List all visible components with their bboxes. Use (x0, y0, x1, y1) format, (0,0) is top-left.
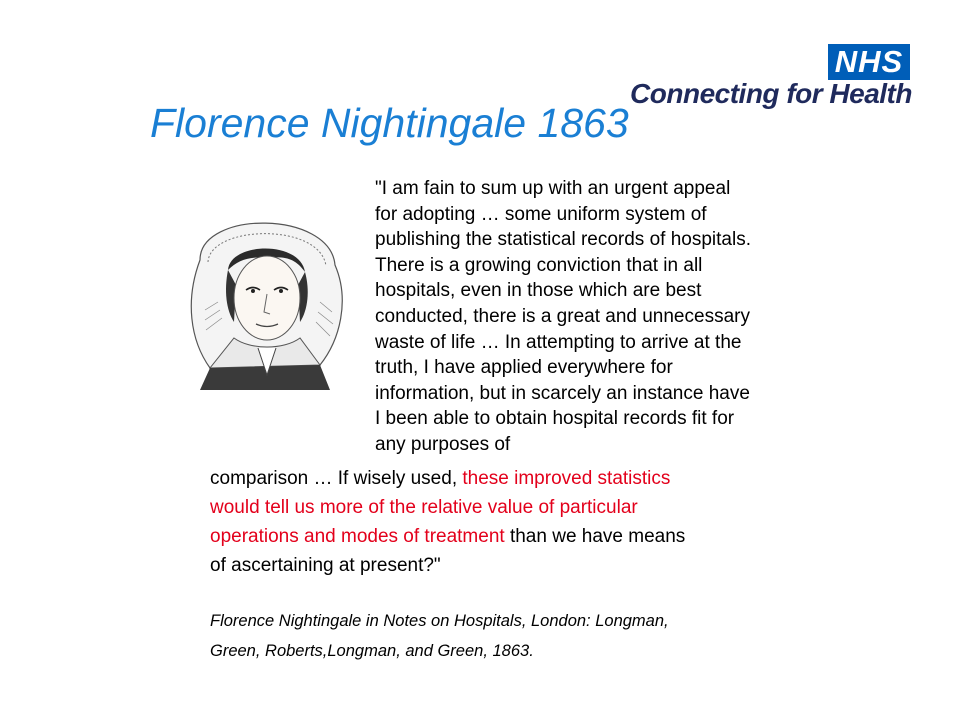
citation-line: Florence Nightingale in Notes on Hospitals, London: Longman, (210, 612, 669, 630)
quote-highlight: operations and modes of treatment (210, 526, 505, 547)
quote-line: waste of life … In attempting to arrive at the (375, 331, 742, 353)
quote-text: comparison … If wisely used, (210, 468, 463, 489)
quote-line: hospitals, even in those which are best (375, 280, 702, 302)
citation-line: Green, Roberts,Longman, and Green, 1863. (210, 642, 534, 660)
quote-line: information, but in scarcely an instance have (375, 382, 750, 404)
quote-line (210, 464, 850, 493)
nhs-logo (630, 44, 920, 114)
nhs-logo-tagline: Connecting for Health (630, 78, 912, 109)
quote-highlight: would tell us more of the relative value of particular (210, 497, 638, 518)
quote-highlight: these improved statistics (462, 468, 671, 489)
quote-line: conducted, there is a great and unnecessary (375, 305, 750, 327)
citation (210, 606, 850, 666)
quote-text: than we have means (504, 526, 686, 547)
quote-top (375, 176, 865, 458)
quote-bottom (210, 464, 850, 580)
quote-line: for adopting … some uniform system of (375, 203, 707, 225)
quote-line: publishing the statistical records of hospitals. (375, 229, 751, 251)
nhs-logo-mark: NHS (828, 44, 910, 80)
portrait-engraving-icon (170, 190, 360, 390)
quote-line: There is a growing conviction that in all (375, 254, 703, 276)
quote-line (210, 522, 850, 551)
quote-text: of ascertaining at present?" (210, 555, 441, 576)
quote-line (210, 551, 850, 580)
quote-line: I been able to obtain hospital records fit for (375, 408, 735, 430)
quote-line: truth, I have applied everywhere for (375, 357, 673, 379)
quote-line (210, 493, 850, 522)
slide-title: Florence Nightingale 1863 (150, 100, 629, 146)
quote-line: "I am fain to sum up with an urgent appeal (375, 178, 731, 199)
quote-line: any purposes of (375, 433, 511, 455)
